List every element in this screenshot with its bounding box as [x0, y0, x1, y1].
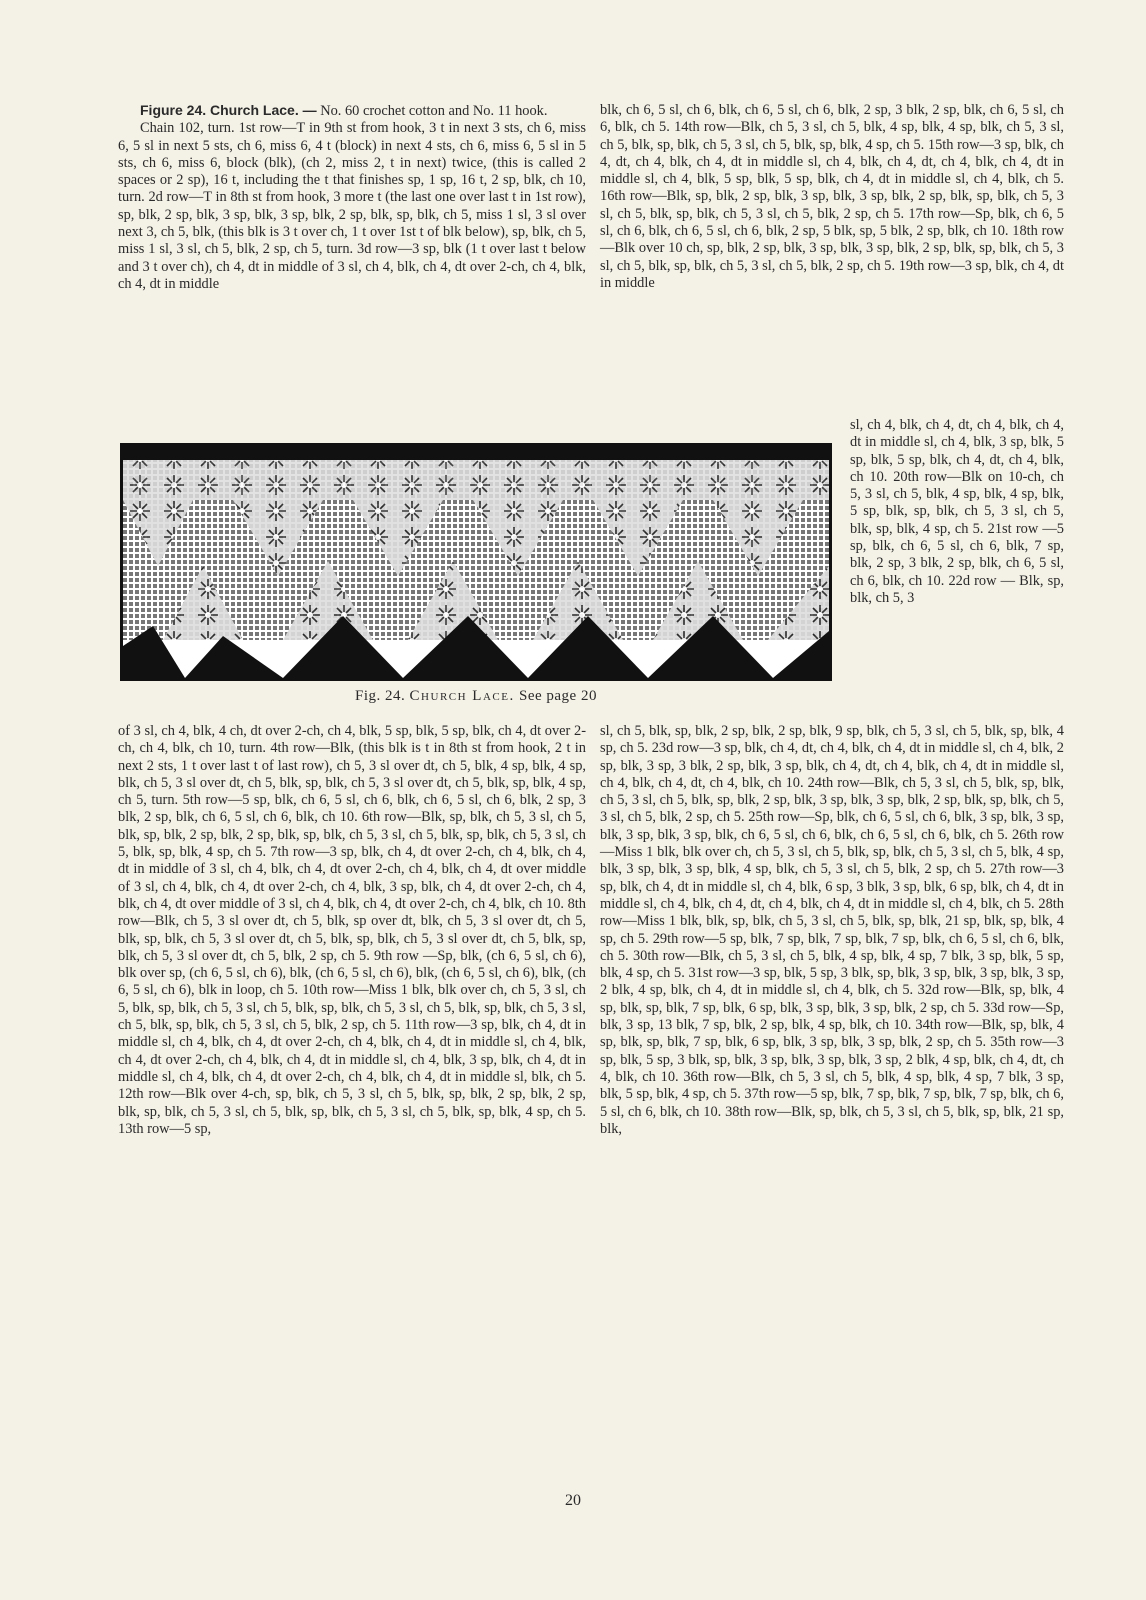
church-lace-figure	[120, 443, 832, 681]
column-2-wrapped-text: sl, ch 4, blk, ch 4, dt, ch 4, blk, ch 4, dt in middle sl, ch 4, blk, 3 sp, blk, 5 sp, blk, 5 sp, blk, ch 4, dt, ch 4, blk, ch 10. 20th row—Blk on 10-ch, ch 5, 3 sl, ch 5, blk, 4 sp, blk, 4 sp, blk, 5 sp, blk, sp, blk, ch 5, 3 sl, ch 5, blk, sp, blk, 4 sp, ch 5. 21st row —5 sp, blk, ch 6, 5 sl, ch 6, blk, 7 sp, blk, 2 sp, 3 blk, 2 sp, blk, ch 6, 5 sl, ch 6, blk, ch 10. 22d row — Blk, sp, blk, ch 5, 3	[850, 417, 1064, 606]
col1-rows: Chain 102, turn. 1st row—T in 9th st from hook, 3 t in next 3 sts, ch 6, miss 6, 5 sl in next 5 sts, ch 6, miss 6, 4 t (block) in next 4 sts, ch 6, miss 6, 5 sl in 5 sts, ch 6, miss 6, block (blk), (ch 2, miss 2, t in next) twice, (this is called 2 spaces or 2 sp), 16 t, including the t that finishes sp, 1 sp, 16 t, 2 sp, blk, ch 10, turn. 2d row—T in 8th st from hook, 3 more t (the last one over last t in 1st row), sp, blk, 2 sp, blk, 3 sp, blk, 3 sp, blk, 2 sp, blk, sp, blk, ch 5, miss 1 sl, 3 sl over next 3, ch 5, blk, (this blk is 3 t over ch, 1 t over 1st t of blk below), sp, blk, ch 5, miss 1 sl, 3 sl, ch 5, blk, 2 sp, ch 5, turn. 3d row—3 sp, blk (1 t over last t below and 3 t over ch), ch 4, dt in middle of 3 sl, ch 4, blk, ch 4, dt over 2-ch, ch 4, blk, ch 4, dt in middle	[118, 120, 586, 292]
column-2-top-text: blk, ch 6, 5 sl, ch 6, blk, ch 6, 5 sl, ch 6, blk, 2 sp, 3 blk, 2 sp, blk, ch 6, 5 sl, ch 6, blk, ch 5. 14th row—Blk, ch 5, 3 sl, ch 5, blk, 4 sp, blk, 4 sp, blk, ch 5, 3 sl, ch 5, blk, sp, blk, ch 5, 3 sl, ch 5, blk, sp, blk, 4 sp, ch 5. 15th row—3 sp, blk, ch 4, dt, ch 4, blk, ch 4, dt in middle sl, ch 4, blk, ch 4, dt, ch 4, blk, ch 4, dt in middle sl, ch 4, blk, 5 sp, blk, 5 sp, blk, ch 4, dt in middle sl, ch 4, blk, ch 5. 16th row—Blk, sp, blk, 2 sp, blk, 3 sp, blk, 3 sp, blk, 2 sp, blk, sp, blk, ch 5, 3 sl, ch 5, blk, sp, blk, ch 5, 3 sl, ch 5, blk, 2 sp, ch 5. 17th row—Sp, blk, ch 6, 5 sl, ch 6, blk, ch 6, 5 sl, ch 6, blk, 2 sp, 5 blk, sp, 5 blk, 2 sp, blk, ch 10. 18th row—Blk over 10 ch, sp, blk, 2 sp, blk, 3 sp, blk, 3 sp, blk, 2 sp, blk, sp, blk, ch 5, 3 sl, ch 5, blk, sp, blk, ch 5, 3 sl, ch 5, blk, 2 sp, ch 5. 19th row—3 sp, blk, ch 4, dt in middle	[600, 102, 1064, 291]
figure-heading: Figure 24. Church Lace. —	[140, 102, 317, 118]
lace-illustration	[123, 446, 829, 678]
figure-caption	[120, 688, 832, 705]
caption-ref: See page 20	[518, 688, 597, 704]
column-2-bottom-text: sl, ch 5, blk, sp, blk, 2 sp, blk, 2 sp, blk, 9 sp, blk, ch 5, 3 sl, ch 5, blk, sp, blk, 4 sp, ch 5. 23d row—3 sp, blk, ch 4, dt, ch 4, blk, ch 4, dt in middle sl, ch 4, blk, 2 sp, blk, 3 sp, 3 blk, 2 sp, blk, 3 sp, blk, ch 4, dt, ch 4, blk, ch 4, dt in middle sl, ch 4, blk, ch 4, dt, ch 4, blk, ch 10. 24th row—Blk, ch 5, 3 sl, ch 5, blk, sp, blk, ch 5, 3 sl, ch 5, blk, sp, blk, 2 sp, blk, 3 sp, blk, 3 sp, blk, 2 sp, blk, sp, blk, ch 5, 3 sl, ch 5, blk, 2 sp, ch 5. 25th row—Sp, blk, ch 6, 5 sl, ch 6, blk, 3 sp, blk, 3 sp, blk, 3 sp, blk, 3 sp, blk, ch 6, 5 sl, ch 6, blk, ch 6, 5 sl, ch 6, blk, ch 5. 26th row —Miss 1 blk, blk over ch, ch 5, 3 sl, ch 5, blk, sp, blk, ch 5, 3 sl, ch 5, blk, 4 sp, blk, 3 sp, blk, 3 sp, blk, 4 sp, blk, ch 5, 3 sl, ch 5, blk, 2 sp, ch 5. 27th row—3 sp, blk, ch 4, dt in middle sl, ch 4, blk, 6 sp, 3 blk, 3 sp, blk, 6 sp, blk, ch 4, dt in middle sl, ch 4, blk, ch 4, dt, ch 4, blk, ch 4, dt in middle sl, ch 4, blk, ch 5. 28th row—Miss 1 blk, blk, sp, blk, ch 5, 3 sl, ch 5, blk, sp, blk, 21 sp, blk, sp, blk, 4 sp, ch 5. 29th row—5 sp, blk, 7 sp, blk, 7 sp, blk, 7 sp, blk, ch 6, 5 sl, ch 6, blk, ch 5. 30th row—Blk, ch 5, 3 sl, ch 5, blk, 4 sp, blk, 4 sp, 7 blk, 3 sp, blk, 5 sp, blk, 4 sp, ch 5. 31st row—3 sp, blk, 5 sp, 3 blk, sp, blk, 3 sp, blk, 3 sp, blk, 3 sp, 2 blk, 4 sp, blk, ch 4, dt in middle sl, ch 4, blk, ch 5. 32d row—Blk, sp, blk, 4 sp, blk, sp, blk, 7 sp, blk, 6 sp, blk, 3 sp, blk, 3 sp, blk, 2 sp, ch 5. 33d row—Sp, blk, 3 sp, 13 blk, 7 sp, blk, 2 sp, blk, 4 sp, blk, ch 10. 34th row—Blk, sp, blk, 4 sp, blk, sp, blk, 7 sp, blk, 6 sp, blk, 3 sp, blk, 3 sp, blk, 2 sp, ch 5. 35th row—3 sp, blk, 5 sp, 3 blk, sp, blk, 3 sp, blk, 3 sp, blk, 3 sp, 2 blk, 4 sp, blk, ch 4, dt, ch 4, blk, ch 10. 36th row—Blk, ch 5, 3 sl, ch 5, blk, 4 sp, blk, 4 sp, 7 blk, 3 sp, blk, 5 sp, blk, 4 sp, ch 5. 37th row—5 sp, blk, 7 sp, blk, 7 sp, blk, 7 sp, blk, ch 6, 5 sl, ch 6, blk, ch 10. 38th row—Blk, sp, blk, ch 5, 3 sl, ch 5, blk, sp, blk, 21 sp, blk,	[600, 723, 1064, 1137]
col1-intro: No. 60 crochet cotton and No. 11 hook.	[316, 103, 548, 119]
column-1-bottom-text: of 3 sl, ch 4, blk, 4 ch, dt over 2-ch, ch 4, blk, 5 sp, blk, 5 sp, blk, ch 4, dt over 2-ch, ch 4, blk, ch 10, turn. 4th row—Blk, (this blk is t in 8th st from hook, 2 t in next 2 sts, 1 t over last t of last row), ch 5, 3 sl over dt, ch 5, blk, 4 sp, blk, 4 sp, blk, ch 5, 3 sl over dt, ch 5, blk, sp, blk, ch 5, 3 sl over dt, ch 5, blk, sp, blk, 4 sp, ch 5, turn. 5th row—5 sp, blk, ch 6, 5 sl, ch 6, blk, ch 6, 5 sl, ch 6, blk, 2 sp, 3 blk, 2 sp, blk, ch 6, 5 sl, ch 6, blk, ch 10. 6th row—Blk, sp, blk, ch 5, 3 sl, ch 5, blk, sp, blk, 2 sp, blk, 2 sp, blk, sp, blk, ch 5, 3 sl, ch 5, blk, sp, blk, ch 5, 3 sl, ch 5, blk, sp, blk, 4 sp, ch 5. 7th row—3 sp, blk, ch 4, dt over 2-ch, ch 4, blk, ch 4, dt in middle of 3 sl, ch 4, blk, ch 4, dt over 2-ch, ch 4, blk, ch 4, dt over middle of 3 sl, ch 4, blk, ch 4, dt over 2-ch, ch 4, blk, 3 sp, blk, ch 4, dt over 2-ch, ch 4, blk, ch 4, dt over middle of 3 sl, ch 4, blk, ch 4, dt over 2-ch, ch 4, blk, ch 10. 8th row—Blk, ch 5, 3 sl over dt, ch 5, blk, sp over dt, blk, ch 5, 3 sl over dt, ch 5, blk, sp, blk, ch 5, 3 sl over dt, ch 5, blk, sp, blk, ch 5, 3 sl over dt, ch 5, blk, sp, blk, ch 5, 3 sl over dt, ch 5, blk, 2 sp, ch 5. 9th row —Sp, blk, (ch 6, 5 sl, ch 6), blk over sp, (ch 6, 5 sl, ch 6), blk, (ch 6, 5 sl, ch 6), blk, (ch 6, 5 sl, ch 6), blk, (ch 6, 5 sl, ch 6), blk in loop, ch 5. 10th row—Miss 1 blk, blk over ch, ch 5, 3 sl, ch 5, blk, sp, blk, ch 5, 3 sl, ch 5, blk, sp, blk, ch 5, 3 sl, ch 5, blk, sp, blk, ch 5, 3 sl, ch 5, blk, sp, blk, ch 5, 3 sl, ch 5, blk, 2 sp, ch 5. 11th row—3 sp, blk, ch 4, dt in middle sl, ch 4, blk, ch 4, dt over 2-ch, ch 4, blk, ch 4, dt in middle sl, ch 4, blk, ch 4, dt over 2-ch, ch 4, blk, ch 4, dt in middle sl, ch 4, blk, 3 sp, blk, ch 4, dt in middle sl, ch 4, blk, ch 4, dt over 2-ch, ch 4, blk, ch 4, dt in middle sl, blk, ch 5. 12th row—Blk over 4-ch, sp, blk, ch 5, 3 sl, ch 5, blk, sp, blk, 2 sp, blk, 2 sp, blk, sp, blk, ch 5, 3 sl, ch 5, blk, sp, blk, ch 5, 3 sl, ch 5, blk, sp, blk, 4 sp, ch 5. 13th row—5 sp,	[118, 723, 586, 1137]
page-number: 20	[565, 1492, 581, 1509]
caption-fig: Fig. 24.	[355, 688, 406, 704]
caption-name: Church Lace.	[409, 688, 515, 704]
column-1-top-text	[118, 102, 586, 293]
